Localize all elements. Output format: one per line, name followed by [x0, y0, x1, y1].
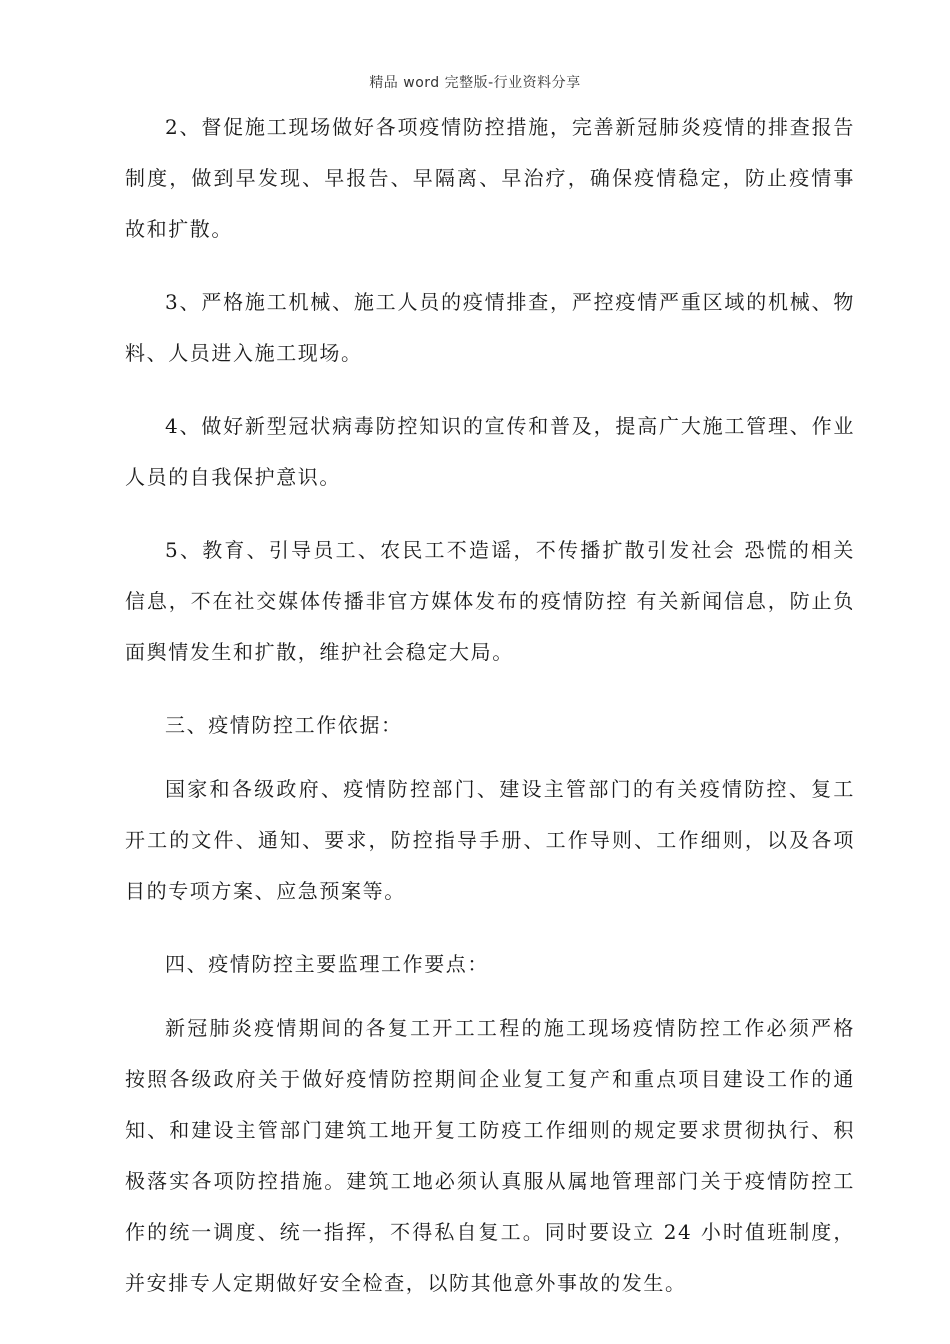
document-body [125, 102, 855, 1331]
section-heading-basis: 三、疫情防控工作依据： [165, 713, 403, 737]
paragraph-item-3: 3、严格施工机械、施工人员的疫情排查，严控疫情严重区域的机械、物料、人员进入施工现场。 [125, 290, 855, 365]
section-heading-key-points: 四、疫情防控主要监理工作要点： [165, 952, 489, 976]
page-header: 精品 word 完整版-行业资料分享 [369, 75, 581, 91]
paragraph-item-5: 5、教育、引导员工、农民工不造谣，不传播扩散引发社会 恐慌的相关信息，不在社交媒体传播非官方媒体发布的疫情防控 有关新闻信息，防止负面舆情发生和扩散，维护社会稳定大局。 [125, 538, 855, 664]
paragraph-basis: 国家和各级政府、疫情防控部门、建设主管部门的有关疫情防控、复工开工的文件、通知、要求，防控指导手册、工作导则、工作细则，以及各项目的专项方案、应急预案等。 [125, 777, 855, 903]
paragraph-item-4: 4、做好新型冠状病毒防控知识的宣传和普及，提高广大施工管理、作业人员的自我保护意识。 [125, 414, 855, 489]
paragraph-key-points: 新冠肺炎疫情期间的各复工开工工程的施工现场疫情防控工作必须严格按照各级政府关于做好疫情防控期间企业复工复产和重点项目建设工作的通知、和建设主管部门建筑工地开复工防疫工作细则的规定要求贯彻执行、积极落实各项防控措施。建筑工地必须认真服从属地管理部门关于疫情防控工作的统一调度、统一指挥，不得私自复工。同时要设立 24 小时值班制度，并安排专人定期做好安全检查，以防其他意外事故的发生。 [125, 1016, 855, 1295]
paragraph-item-2: 2、督促施工现场做好各项疫情防控措施，完善新冠肺炎疫情的排查报告制度，做到早发现、早报告、早隔离、早治疗，确保疫情稳定，防止疫情事故和扩散。 [125, 115, 855, 241]
